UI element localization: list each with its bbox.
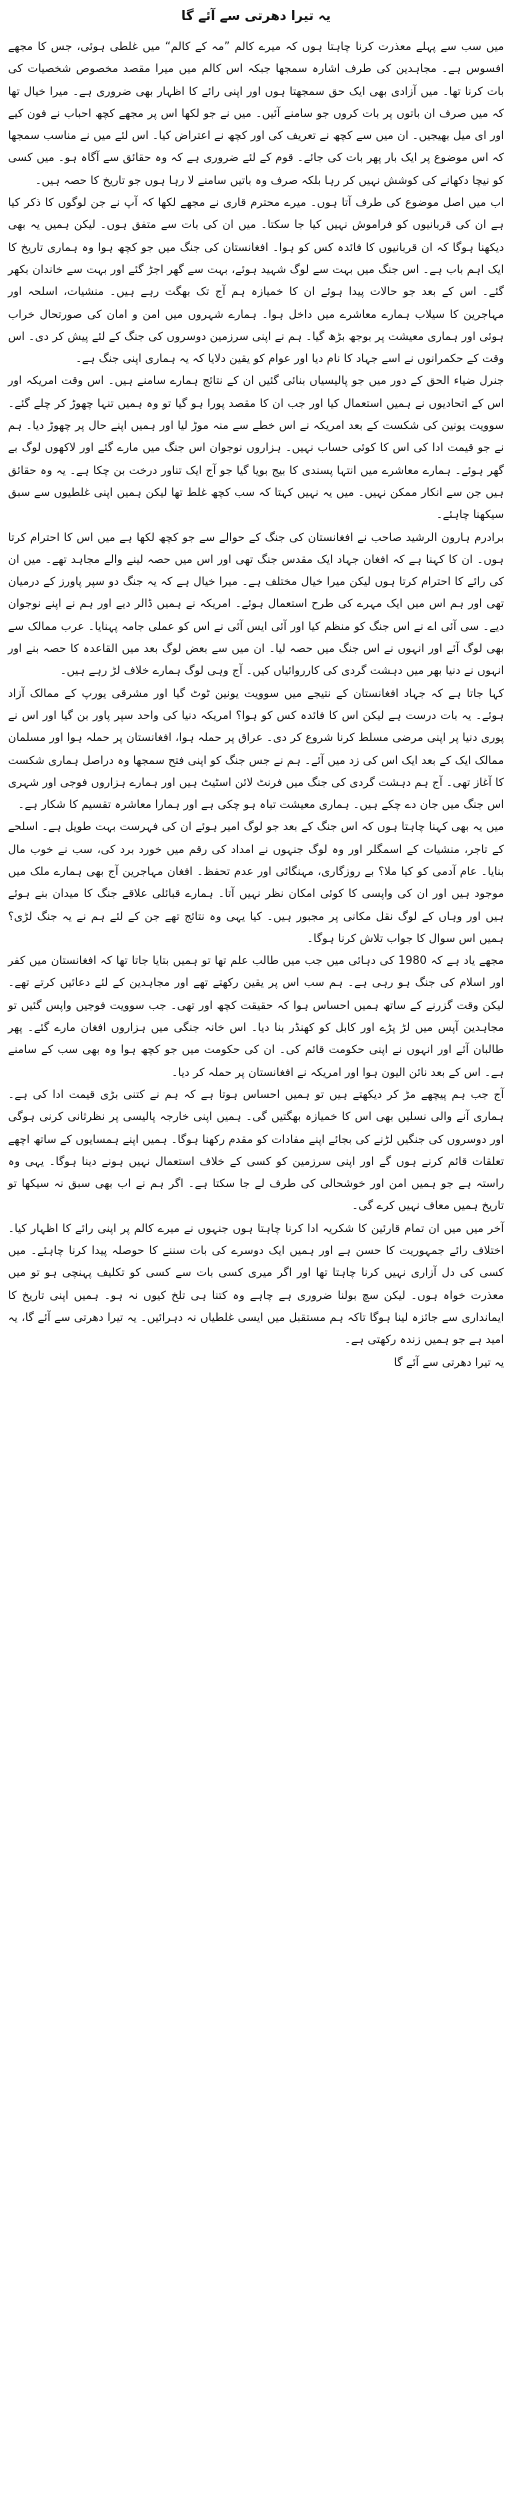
article-paragraph: آخر میں میں ان تمام قارئین کا شکریہ ادا کرنا چاہتا ہوں جنہوں نے میرے کالم پر اپنی رائے کا اظہار کیا۔ اختلاف رائے جمہوریت کا حسن ہے اور ہمیں ایک دوسرے کی بات سننے کا حوصلہ پیدا کرنا چاہئے۔ میں کسی کی دل آزاری نہیں کرنا چاہتا تھا اور اگر میری کسی بات سے کسی کو تکلیف پہنچی ہو تو میں معذرت خواہ ہوں۔ لیکن سچ بولنا ضروری ہے چاہے وہ کتنا ہی تلخ کیوں نہ ہو۔ ہمیں اپنی تاریخ کا ایمانداری سے جائزہ لینا ہوگا تاکہ ہم مستقبل میں ایسی غلطیاں نہ دہرائیں۔ یہ تیرا دھرتی سے آئے گا، یہ امید ہے جو ہمیں زندہ رکھتی ہے۔	[8, 1221, 504, 1347]
article-headline: یہ تیرا دھرتی سے آئے گا	[181, 9, 331, 24]
article-paragraph: آج جب ہم پیچھے مڑ کر دیکھتے ہیں تو ہمیں احساس ہوتا ہے کہ ہم نے کتنی بڑی قیمت ادا کی ہے۔ ہماری آنے والی نسلیں بھی اس کا خمیازہ بھگتیں گی۔ ہمیں اپنی خارجہ پالیسی پر نظرثانی کرنی ہوگی اور دوسروں کی جنگیں لڑنے کی بجائے اپنے مفادات کو مقدم رکھنا ہوگا۔ ہمیں اپنے ہمسایوں کے ساتھ اچھے تعلقات قائم کرنے ہوں گے اور اپنی سرزمین کو کسی کے خلاف استعمال نہیں ہونے دینا ہوگا۔ یہی وہ راستہ ہے جو ہمیں امن اور خوشحالی کی طرف لے جا سکتا ہے۔ اگر ہم نے اب بھی سبق نہ سیکھا تو تاریخ ہمیں معاف نہیں کرے گی۔	[8, 1087, 504, 1213]
article-closing-line: یہ تیرا دھرتی سے آئے گا	[393, 1355, 504, 1369]
article-paragraph: میں یہ بھی کہنا چاہتا ہوں کہ اس جنگ کے بعد جو لوگ امیر ہوئے ان کی فہرست بہت طویل ہے۔ اسلحے کے تاجر، منشیات کے اسمگلر اور وہ لوگ جنہوں نے امداد کی رقم میں خورد برد کی، سب نے خوب مال بنایا۔ عام آدمی کو کیا ملا؟ بے روزگاری، مہنگائی اور عدم تحفظ۔ افغان مہاجرین آج بھی ہمارے ملک میں موجود ہیں اور ان کی واپسی کا کوئی امکان نظر نہیں آتا۔ ہمارے قبائلی علاقے جنگ کا میدان بنے ہوئے ہیں اور وہاں کے لوگ نقل مکانی پر مجبور ہیں۔ کیا یہی وہ نتائج تھے جن کے لئے ہم نے یہ جنگ لڑی؟ ہمیں اس سوال کا جواب تلاش کرنا ہوگا۔	[8, 820, 504, 945]
article-paragraph: جنرل ضیاء الحق کے دور میں جو پالیسیاں بنائی گئیں ان کے نتائج ہمارے سامنے ہیں۔ اس وقت امریکہ اور اس کے اتحادیوں نے ہمیں استعمال کیا اور جب ان کا مقصد پورا ہو گیا تو وہ ہمیں تنہا چھوڑ کر چلے گئے۔ سوویت یونین کی شکست کے بعد امریکہ نے اس خطے سے منہ موڑ لیا اور ہمیں اپنے حال پر چھوڑ دیا۔ ہم نے جو قیمت ادا کی اس کا کوئی حساب نہیں۔ ہزاروں نوجوان اس جنگ میں مارے گئے اور لاکھوں لوگ بے گھر ہوئے۔ ہمارے معاشرے میں انتہا پسندی کا بیج بویا گیا جو آج ایک تناور درخت بن چکا ہے۔ یہ وہ حقائق ہیں جن سے انکار ممکن نہیں۔ میں یہ نہیں کہتا کہ سب کچھ غلط تھا لیکن ہمیں اپنی غلطیوں سے سبق سیکھنا چاہئے۔	[8, 374, 504, 522]
article-paragraph: کہا جاتا ہے کہ جہاد افغانستان کے نتیجے میں سوویت یونین ٹوٹ گیا اور مشرقی یورپ کے ممالک آزاد ہوئے۔ یہ بات درست ہے لیکن اس کا فائدہ کس کو ہوا؟ امریکہ دنیا کی واحد سپر پاور بن گیا اور اس نے پوری دنیا پر اپنی مرضی مسلط کرنا شروع کر دی۔ عراق پر حملہ ہوا، افغانستان پر حملہ ہوا اور مسلمان ممالک ایک کے بعد ایک اس کی زد میں آئے۔ ہم نے جس جنگ کو اپنی فتح سمجھا وہ دراصل ہماری شکست کا آغاز تھی۔ آج ہم دہشت گردی کی جنگ میں فرنٹ لائن اسٹیٹ ہیں اور ہمارے ہزاروں فوجی اور شہری اس جنگ میں جان دے چکے ہیں۔ ہماری معیشت تباہ ہو چکی ہے اور ہمارا معاشرہ تقسیم کا شکار ہے۔	[8, 686, 504, 812]
article-body	[8, 36, 504, 1352]
article-paragraph: میں سب سے پہلے معذرت کرنا چاہتا ہوں کہ میرے کالم ”مہ کے کالم“ میں غلطی ہوئی، جس کا مجھے افسوس ہے۔ مجاہدین کی طرف اشارہ سمجھا جبکہ اس کالم میں میرا مقصد مخصوص شخصیات کی بات کرنا تھا۔ میں آزادی بھی ایک حق سمجھتا ہوں اور اپنی رائے کا اظہار بھی ضروری ہے۔ میرا خیال تھا کہ میں صرف ان باتوں پر بات کروں جو سامنے آئیں۔ میں نے جو لکھا اس پر مجھے کچھ احباب نے فون کیے اور ای میل بھیجیں۔ ان میں سے کچھ نے تعریف کی اور کچھ نے اعتراض کیا۔ اس لئے میں نے مناسب سمجھا کہ اس موضوع پر ایک بار پھر بات کی جائے۔ قوم کے لئے ضروری ہے کہ وہ حقائق سے آگاہ ہو۔ میں کسی کو نیچا دکھانے کی کوشش نہیں کر رہا بلکہ صرف وہ باتیں سامنے لا رہا ہوں جو تاریخ کا حصہ ہیں۔	[8, 40, 504, 187]
article-paragraph: اب میں اصل موضوع کی طرف آتا ہوں۔ میرے محترم قاری نے مجھے لکھا کہ آپ نے جن لوگوں کا ذکر کیا ہے ان کی قربانیوں کو فراموش نہیں کیا جا سکتا۔ میں ان کی بات سے متفق ہوں۔ لیکن ہمیں یہ بھی دیکھنا ہوگا کہ ان قربانیوں کا فائدہ کس کو ہوا۔ افغانستان کی جنگ میں جو کچھ ہوا وہ ہماری تاریخ کا ایک اہم باب ہے۔ اس جنگ میں بہت سے لوگ شہید ہوئے، بہت سے گھر اجڑ گئے اور بہت سے خاندان بکھر گئے۔ اس کے بعد جو حالات پیدا ہوئے ان کا خمیازہ ہم آج تک بھگت رہے ہیں۔ منشیات، اسلحہ اور مہاجرین کا سیلاب ہمارے معاشرے میں داخل ہوا۔ ہمارے شہروں میں امن و امان کی صورتحال خراب ہوئی اور ہماری معیشت پر بوجھ بڑھ گیا۔ ہم نے اپنی سرزمین دوسروں کی جنگ کے لئے پیش کر دی۔ اس وقت کے حکمرانوں نے اسے جہاد کا نام دیا اور عوام کو یقین دلایا کہ یہ ہماری اپنی جنگ ہے۔	[8, 196, 504, 366]
article-paragraph: برادرم ہارون الرشید صاحب نے افغانستان کی جنگ کے حوالے سے جو کچھ لکھا ہے میں اس کا احترام کرتا ہوں۔ ان کا کہنا ہے کہ افغان جہاد ایک مقدس جنگ تھی اور اس میں حصہ لینے والے مجاہد تھے۔ میں ان کی رائے کا احترام کرتا ہوں لیکن میرا خیال مختلف ہے۔ میرا خیال ہے کہ یہ جنگ دو سپر پاورز کے درمیان تھی اور ہم اس میں ایک مہرے کی طرح استعمال ہوئے۔ امریکہ نے ہمیں ڈالر دیے اور ہم نے اپنے نوجوان دیے۔ سی آئی اے نے اس جنگ کو منظم کیا اور آئی ایس آئی نے اس کو عملی جامہ پہنایا۔ عرب ممالک سے بھی لوگ آئے اور انہوں نے اس جنگ میں حصہ لیا۔ ان میں سے بعض لوگ بعد میں القاعدہ کا حصہ بنے اور انہوں نے دنیا بھر میں دہشت گردی کی کارروائیاں کیں۔ آج وہی لوگ ہمارے خلاف لڑ رہے ہیں۔	[8, 530, 504, 678]
article-paragraph: مجھے یاد ہے کہ 1980 کی دہائی میں جب میں طالب علم تھا تو ہمیں بتایا جاتا تھا کہ افغانستان میں کفر اور اسلام کی جنگ ہو رہی ہے۔ ہم سب اس پر یقین رکھتے تھے اور مجاہدین کے لئے دعائیں کرتے تھے۔ لیکن وقت گزرنے کے ساتھ ہمیں احساس ہوا کہ حقیقت کچھ اور تھی۔ جب سوویت فوجیں واپس گئیں تو مجاہدین آپس میں لڑ پڑے اور کابل کو کھنڈر بنا دیا۔ اس خانہ جنگی میں ہزاروں افغان مارے گئے۔ پھر طالبان آئے اور انہوں نے اپنی حکومت قائم کی۔ ان کی حکومت میں جو کچھ ہوا وہ بھی سب کے سامنے ہے۔ اس کے بعد نائن الیون ہوا اور امریکہ نے افغانستان پر حملہ کر دیا۔	[8, 954, 504, 1079]
